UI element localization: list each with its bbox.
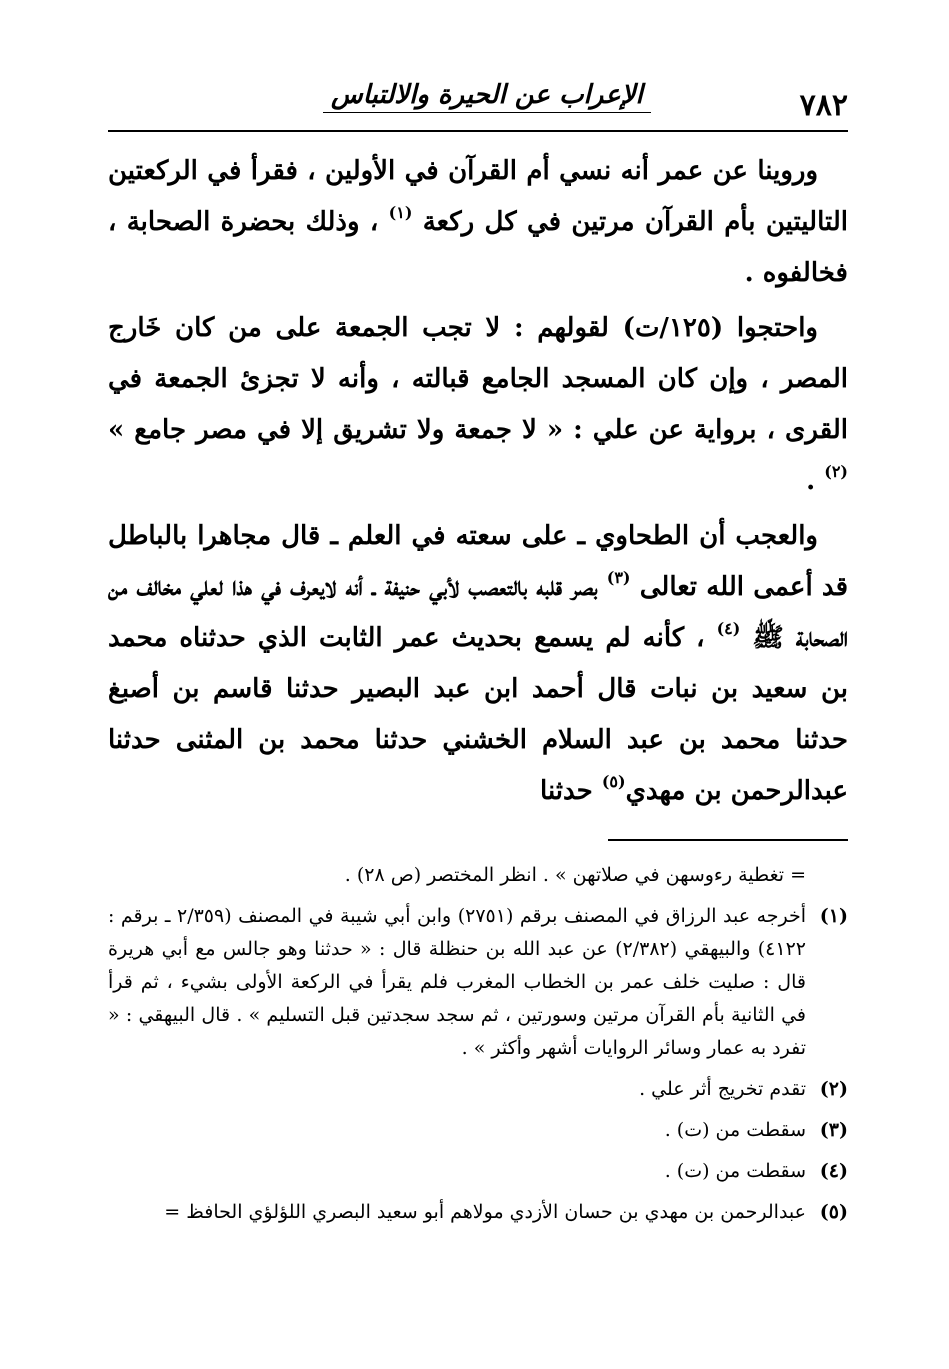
footnote-ref-4: (٤) xyxy=(716,619,741,638)
text-segment: حدثنا xyxy=(540,776,602,806)
footnote-mark: (٣) xyxy=(819,1119,848,1141)
paragraph-2 xyxy=(108,303,848,507)
text-segment: . xyxy=(806,466,825,496)
page-header xyxy=(108,78,848,132)
main-text xyxy=(108,146,848,817)
footnote-4 xyxy=(108,1155,848,1188)
footnote-3 xyxy=(108,1114,848,1147)
text-segment: وروينا عن عمر أنه نسي أم القرآن في الأولين ، فقرأ في الركعتين التاليتين بأم القرآن مرتين في كل ركعة xyxy=(108,156,848,237)
text-segment: ، كأنه لم يسمع بحديث عمر الثابت الذي حدثناه محمد بن سعيد بن نبات قال أحمد ابن عبد البصير حدثنا قاسم بن أصبغ حدثنا محمد بن عبد السلام الخشني حدثنا محمد بن المثنى حدثنا عبدالرحمن بن مهدي xyxy=(108,623,848,806)
footnote-mark: (٤) xyxy=(819,1160,848,1182)
footnote-ref-1: (١) xyxy=(388,203,413,222)
footnote-text: سقطت من (ت) . xyxy=(664,1160,806,1182)
page-number: ٧٨٢ xyxy=(799,88,848,123)
footnote-text: عبدالرحمن بن مهدي بن حسان الأزدي مولاهم أبو سعيد البصري اللؤلؤي الحافظ = xyxy=(164,1201,806,1223)
footnote-ref-3: (٣) xyxy=(606,568,631,587)
footnote-text: أخرجه عبد الرزاق في المصنف برقم (٢٧٥١) وابن أبي شيبة في المصنف (٢/٣٥٩ ـ برقم : ٤١٢٢) والبيهقي (٢/٣٨٢) عن عبد الله بن حنظلة قال : « حدثنا وهو جالس مع أبي هريرة قال : صليت خلف عمر بن الخطاب المغرب فلم يقرأ في الركعة الأولى بشيء ، ثم قرأ في الثانية بأم القرآن مرتين وسورتين ، ثم سجد سجدتين قبل التسليم » . قال البيهقي : « تفرد به عمار وسائر الروايات أشهر وأكثر » . xyxy=(108,905,807,1059)
footnote-mark: (١) xyxy=(819,905,848,927)
footnote-ref-2: (٢) xyxy=(824,462,848,481)
footnote-carryover-text: = تغطية رءوسهن في صلاتهن » . انظر المختصر (ص ٢٨) . xyxy=(344,864,806,886)
text-segment: والعجب أن الطحاوي ـ على سعته في العلم ـ قال مجاهرا بالباطل قد أعمى الله تعالى xyxy=(108,521,848,602)
footnote-ref-5: (٥) xyxy=(601,772,626,791)
footnote-carryover xyxy=(108,859,848,892)
footnote-mark: (٥) xyxy=(819,1201,848,1223)
footnotes xyxy=(108,859,848,1229)
footnote-text: سقطت من (ت) . xyxy=(664,1119,806,1141)
running-title: الإعراب عن الحيرة والالتباس xyxy=(323,80,651,113)
paragraph-3 xyxy=(108,511,848,817)
footnote-mark: (٢) xyxy=(819,1078,848,1100)
text-segment: بصر قلبه بالتعصب لأبي حنيفة ـ أنه لايعرف في هذا لعلي مخالف من الصحابة ﷺ xyxy=(108,572,848,653)
footnote-text: تقدم تخريج أثر علي . xyxy=(639,1078,806,1100)
footnote-1 xyxy=(108,900,848,1065)
footnote-2 xyxy=(108,1073,848,1106)
text-segment: واحتجوا (١٢٥/ت) لقولهم : لا تجب الجمعة على من كان خَارج المصر ، وإن كان المسجد الجامع قبالته ، وأنه لا تجزئ الجمعة في القرى ، برواية عن علي : « لا جمعة ولا تشريق إلا في مصر جامع » xyxy=(108,313,848,445)
page xyxy=(108,78,848,1229)
footnote-5 xyxy=(108,1196,848,1229)
paragraph-1 xyxy=(108,146,848,299)
footnote-separator xyxy=(608,839,848,841)
text-segment: ، وذلك بحضرة الصحابة ، فخالفوه . xyxy=(108,207,848,288)
